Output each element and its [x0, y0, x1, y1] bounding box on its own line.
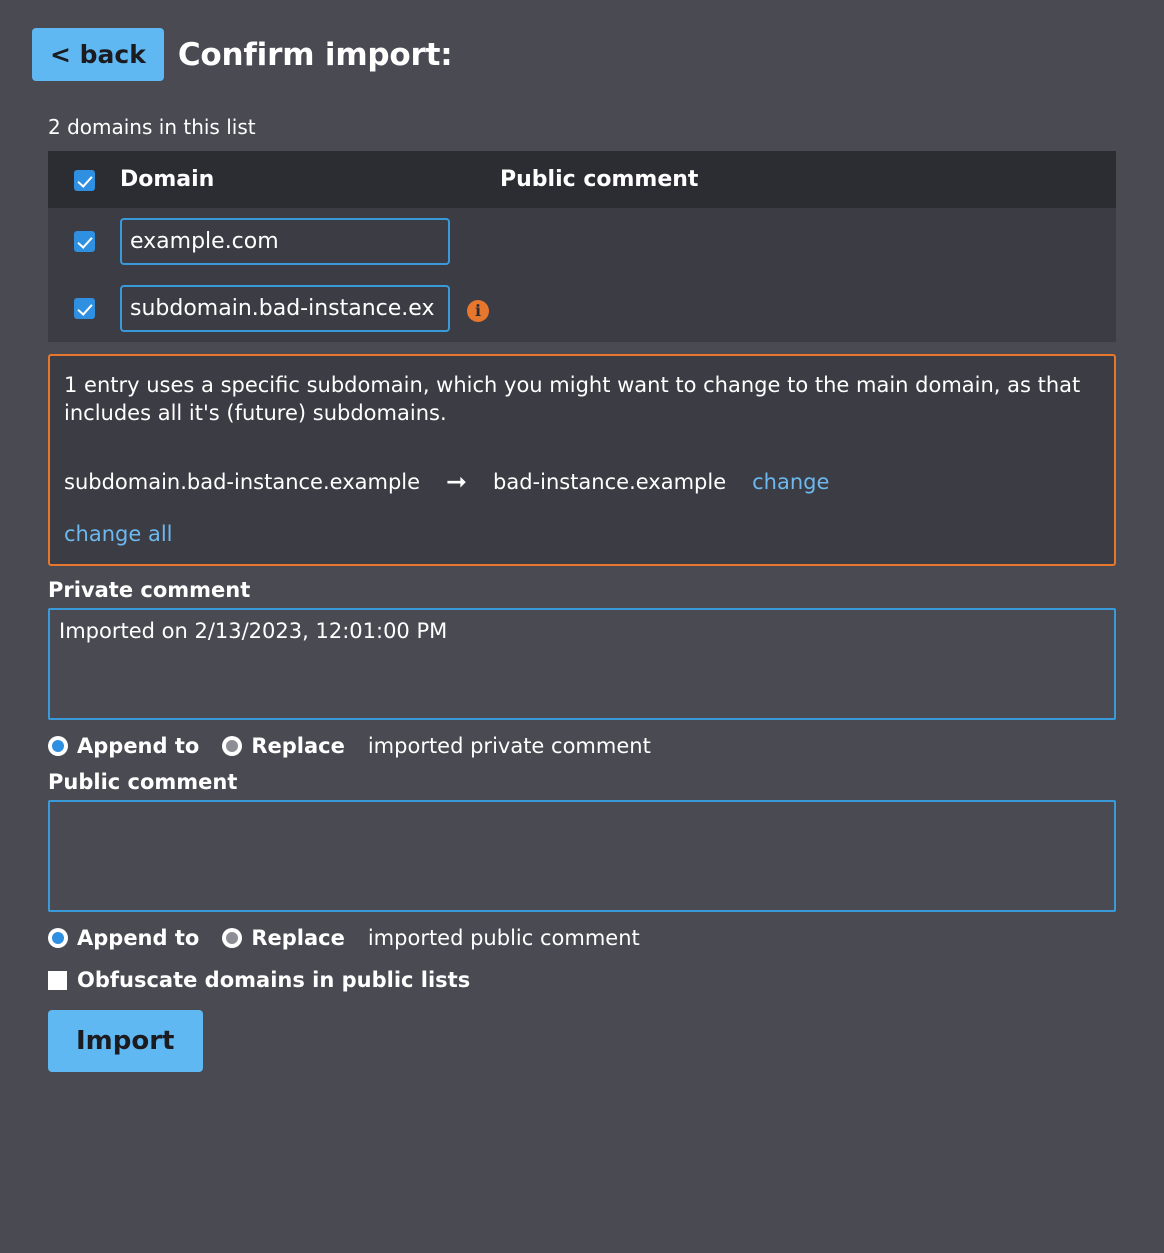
private-comment-label: Private comment [48, 578, 251, 603]
table-row [48, 275, 1116, 342]
public-comment-textarea[interactable] [48, 800, 1116, 912]
public-append-radio[interactable] [48, 928, 68, 948]
row-domain-cell [120, 275, 500, 342]
public-replace-radio[interactable] [222, 928, 242, 948]
public-append-label[interactable]: Append to [77, 926, 200, 951]
private-append-label[interactable]: Append to [77, 734, 200, 759]
private-mode-trailer: imported private comment [367, 734, 651, 759]
row-domain-cell [120, 208, 500, 275]
obfuscate-checkbox[interactable] [48, 971, 67, 990]
row-checkbox[interactable] [74, 298, 95, 319]
select-all-checkbox[interactable] [74, 170, 95, 191]
select-all-cell[interactable] [48, 151, 120, 208]
private-comment-mode-group [48, 734, 1132, 758]
column-header-public-comment: Public comment [500, 167, 699, 192]
import-button[interactable]: Import [48, 1010, 203, 1072]
suggestion-to-domain: bad-instance.example [493, 469, 727, 494]
private-append-radio[interactable] [48, 736, 68, 756]
warning-text: 1 entry uses a specific subdomain, which you might want to change to the main domain, as that includes all it's (future) subdomains. [64, 373, 1081, 425]
page-header [32, 28, 1132, 81]
obfuscate-label: Obfuscate domains in public lists [77, 968, 471, 993]
subdomain-warning-panel [48, 354, 1116, 566]
subdomain-suggestion-row [64, 467, 1098, 496]
domains-table [48, 151, 1116, 342]
table-header-row [48, 151, 1116, 208]
domain-input[interactable] [120, 285, 450, 332]
info-icon[interactable]: i [467, 300, 489, 322]
column-header-domain: Domain [120, 167, 215, 192]
row-select-cell[interactable] [48, 275, 120, 342]
public-mode-trailer: imported public comment [367, 926, 640, 951]
arrow-right-icon: ➞ [446, 467, 467, 497]
public-replace-label[interactable]: Replace [251, 926, 345, 951]
row-public-comment-cell [500, 208, 1116, 275]
domain-count-label: 2 domains in this list [48, 115, 256, 139]
row-public-comment-cell [500, 275, 1116, 342]
domain-input[interactable] [120, 218, 450, 265]
page-title: Confirm import: [177, 36, 453, 73]
change-all-link[interactable]: change all [64, 522, 173, 547]
suggestion-from-domain: subdomain.bad-instance.example [64, 469, 421, 494]
change-link[interactable]: change [752, 469, 830, 494]
row-select-cell[interactable] [48, 208, 120, 275]
row-checkbox[interactable] [74, 231, 95, 252]
private-replace-label[interactable]: Replace [251, 734, 345, 759]
public-comment-mode-group [48, 926, 1132, 950]
private-comment-textarea[interactable] [48, 608, 1116, 720]
table-body [48, 208, 1116, 342]
private-replace-radio[interactable] [222, 736, 242, 756]
table-row [48, 208, 1116, 275]
public-comment-label: Public comment [48, 770, 238, 795]
back-button[interactable]: < back [32, 28, 164, 81]
obfuscate-domains-row[interactable] [48, 968, 1132, 992]
